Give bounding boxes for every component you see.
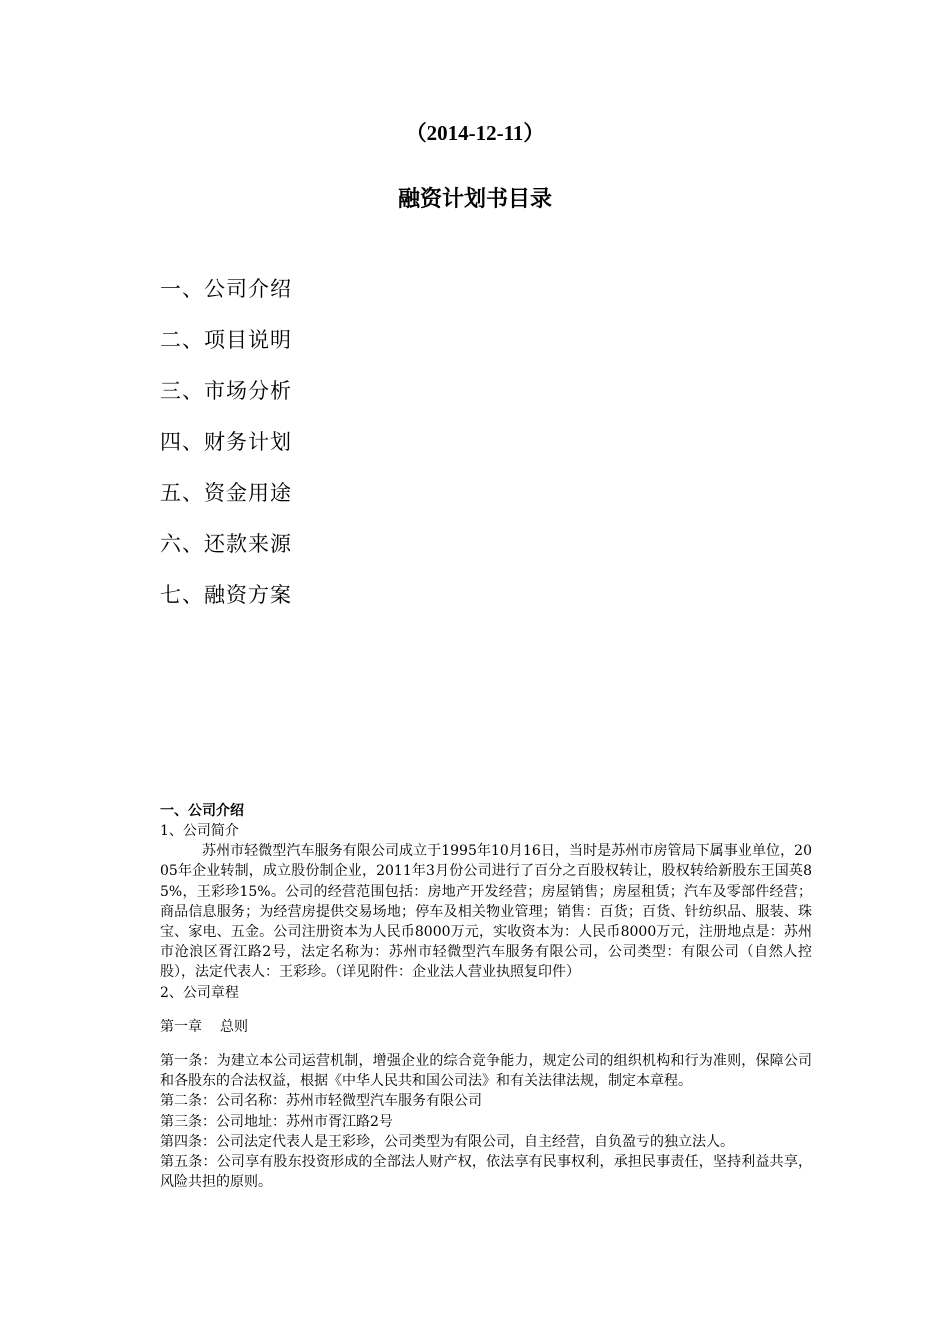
- toc-item-financial-plan: 四、财务计划: [160, 430, 292, 454]
- company-profile-paragraph: 苏州市轻微型汽车服务有限公司成立于1995年10月16日，当时是苏州市房管局下属事业单位，2005年企业转制，成立股份制企业，2011年3月份公司进行了百分之百股权转让，股权转给新股东王国英85%，王彩珍15%。公司的经营范围包括：房地产开发经营；房屋销售；房屋租赁；汽车及零部件经营；商品信息服务；为经营房提供交易场地；停车及相关物业管理；销售：百货；百货、针纺织品、服装、珠宝、家电、五金。公司注册资本为人民币8000万元，实收资本为：人民币8000万元，注册地点是：苏州市沧浪区胥江路2号，法定名称为：苏州市轻微型汽车服务有限公司，公司类型：有限公司（自然人控股），法定代表人：王彩珍。（详见附件：企业法人营业执照复印件）: [160, 843, 812, 981]
- chapter-number: 第一章: [160, 1018, 202, 1035]
- chapter-name: 总则: [220, 1018, 248, 1035]
- chapter-heading: [160, 1017, 812, 1037]
- article-2: 第二条：公司名称：苏州市轻微型汽车服务有限公司: [160, 1093, 482, 1110]
- article-5: 第五条：公司享有股东投资形成的全部法人财产权，依法享有民事权利，承担民事责任，坚持利益共享，风险共担的原则。: [160, 1154, 812, 1191]
- article-4: 第四条：公司法定代表人是王彩珍，公司类型为有限公司，自主经营，自负盈亏的独立法人。: [160, 1133, 734, 1150]
- article-3: 第三条：公司地址：苏州市胥江路2号: [160, 1113, 393, 1130]
- toc-item-company-intro: 一、公司介绍: [160, 277, 292, 301]
- toc-item-use-of-funds: 五、资金用途: [160, 481, 292, 505]
- toc-item-repayment-source: 六、还款来源: [160, 532, 292, 556]
- toc-item-market-analysis: 三、市场分析: [160, 379, 292, 403]
- document-date: （2014-12-11）: [405, 121, 545, 145]
- table-of-contents: [160, 264, 292, 621]
- subsection-articles-heading: 2、公司章程: [160, 984, 239, 1001]
- section-heading: 一、公司介绍: [160, 803, 244, 819]
- section-company-intro: [160, 801, 812, 1192]
- toc-title: 融资计划书目录: [397, 186, 552, 212]
- article-1: 第一条：为建立本公司运营机制，增强企业的综合竞争能力，规定公司的组织机构和行为准则，保障公司和各股东的合法权益，根据《中华人民共和国公司法》和有关法律法规，制定本章程。: [160, 1052, 812, 1090]
- toc-item-financing-plan: 七、融资方案: [160, 583, 292, 607]
- toc-item-project-description: 二、项目说明: [160, 328, 292, 352]
- subsection-company-profile-heading: 1、公司简介: [160, 823, 239, 839]
